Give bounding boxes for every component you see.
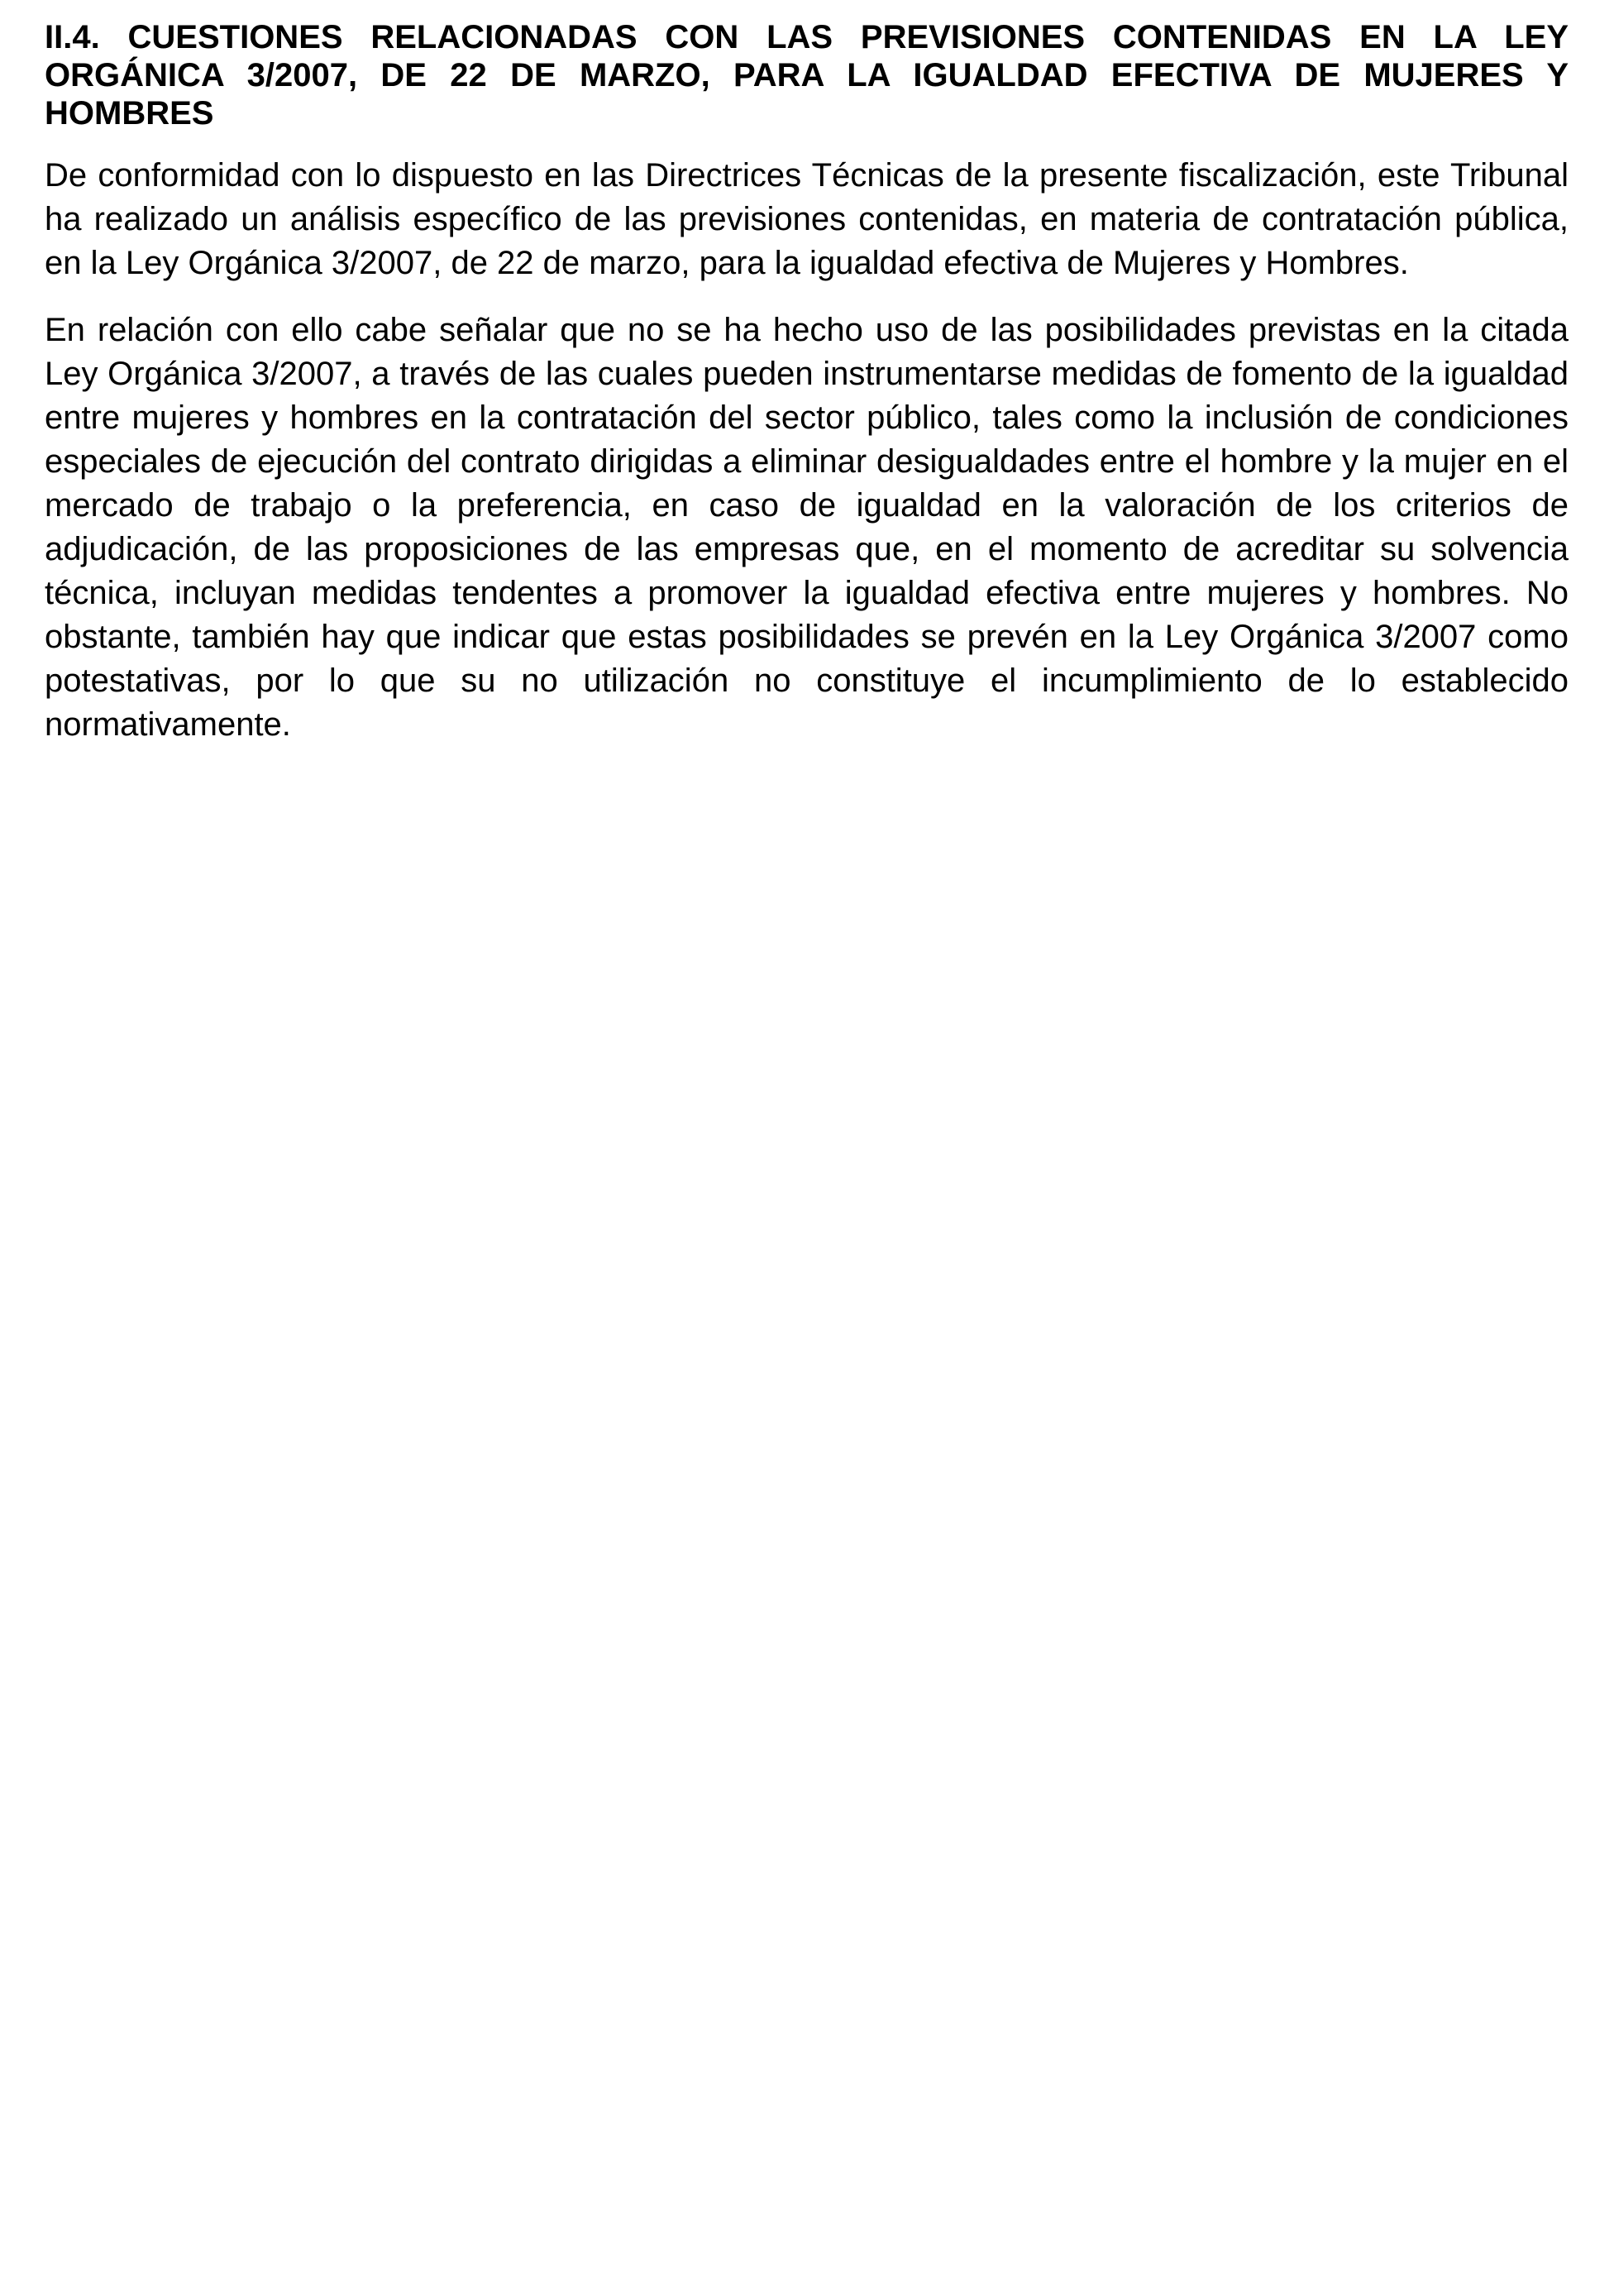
section-heading: II.4. CUESTIONES RELACIONADAS CON LAS PREVISIONES CONTENIDAS EN LA LEY ORGÁNICA 3/2007, DE 22 DE MARZO, PARA LA IGUALDAD EFECTIVA DE MUJERES Y HOMBRES xyxy=(45,19,1569,132)
paragraph-posibilidades: En relación con ello cabe señalar que no se ha hecho uso de las posibilidades previstas en la citada Ley Orgánica 3/2007, a través de las cuales pueden instrumentarse medidas de fomento de la igualdad entre mujeres y hombres en la contratación del sector público, tales como la inclusión de condiciones especiales de ejecución del contrato dirigidas a eliminar desigualdades entre el hombre y la mujer en el mercado de trabajo o la preferencia, en caso de igualdad en la valoración de los criterios de adjudicación, de las proposiciones de las empresas que, en el momento de acreditar su solvencia técnica, incluyan medidas tendentes a promover la igualdad efectiva entre mujeres y hombres. No obstante, también hay que indicar que estas posibilidades se prevén en la Ley Orgánica 3/2007 como potestativas, por lo que su no utilización no constituye el incumplimiento de lo establecido normativamente. xyxy=(45,312,1569,743)
document-page xyxy=(45,18,1569,770)
paragraph-directrices: De conformidad con lo dispuesto en las Directrices Técnicas de la presente fiscalización, este Tribunal ha realizado un análisis específico de las previsiones contenidas, en materia de contratación pública, en la Ley Orgánica 3/2007, de 22 de marzo, para la igualdad efectiva de Mujeres y Hombres. xyxy=(45,157,1569,281)
